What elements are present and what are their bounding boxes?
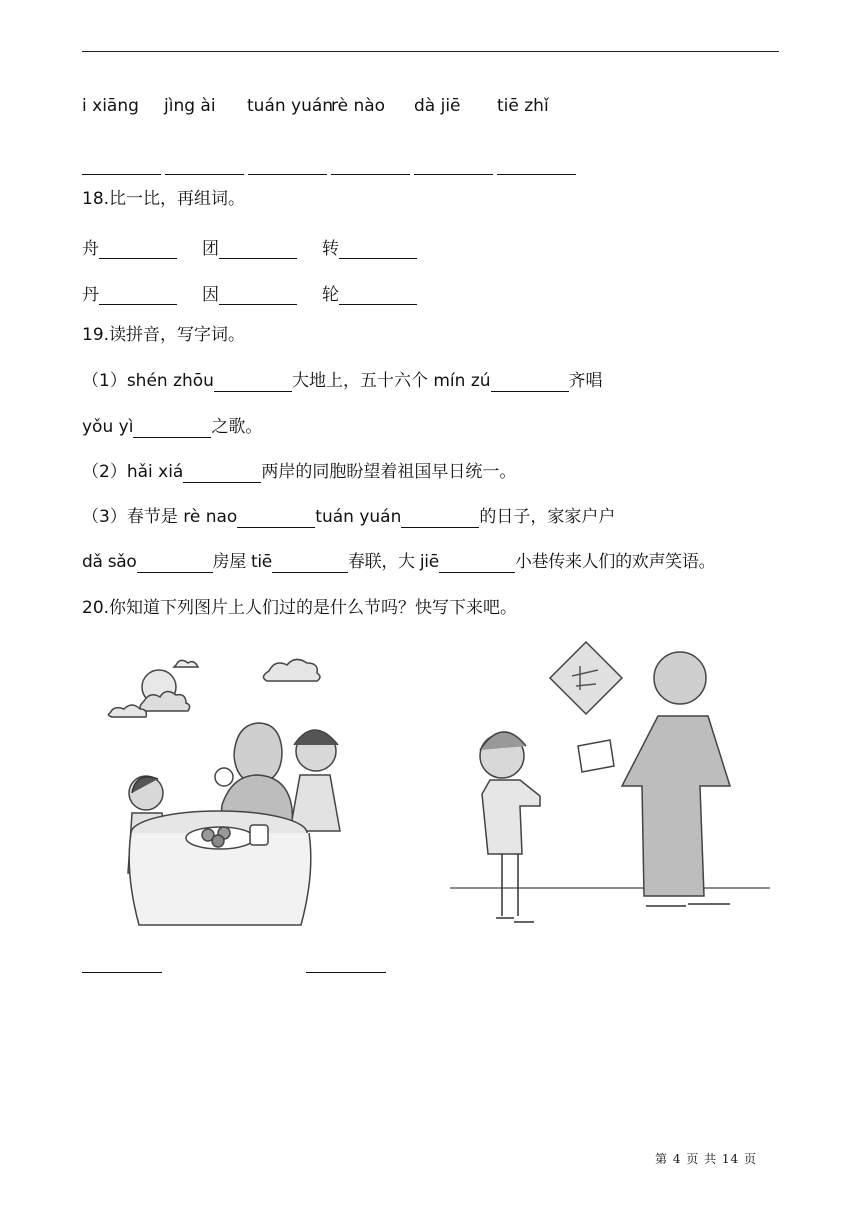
mid-autumn-illustration bbox=[104, 645, 360, 937]
pinyin-answer-blanks[interactable] bbox=[82, 160, 580, 179]
pinyin-6: tiē zhǐ bbox=[497, 96, 549, 116]
q18-item[interactable]: 轮 bbox=[322, 280, 417, 305]
q19-line-4: （3）春节是 rè nao tuán yuán 的日子，家家户户 bbox=[82, 507, 616, 527]
page-footer: 第 4 页 共 14 页 bbox=[655, 1152, 757, 1166]
q18-item[interactable]: 因 bbox=[202, 280, 297, 305]
q18-title: 18.比一比，再组词。 bbox=[82, 189, 246, 209]
q18-item[interactable]: 团 bbox=[202, 234, 297, 259]
pinyin-3: tuán yuán bbox=[247, 96, 334, 116]
pinyin-2: jìng ài bbox=[164, 96, 216, 116]
q20-answer-2[interactable] bbox=[306, 972, 386, 973]
pinyin-5: dà jiē bbox=[414, 96, 461, 116]
q20-answer-1[interactable] bbox=[82, 972, 162, 973]
q19-line-5: dǎ sǎo 房屋 tiē 春联，大 jiē 小巷传来人们的欢声笑语。 bbox=[82, 552, 716, 572]
pinyin-1: i xiāng bbox=[82, 96, 139, 116]
q19-line-3: （2）hǎi xiá 两岸的同胞盼望着祖国早日统一。 bbox=[82, 462, 517, 482]
q20-title: 20.你知道下列图片上人们过的是什么节吗？快写下来吧。 bbox=[82, 598, 518, 618]
q18-item[interactable]: 舟 bbox=[82, 234, 177, 259]
q19-title: 19.读拼音，写字词。 bbox=[82, 325, 246, 345]
q18-item[interactable]: 转 bbox=[322, 234, 417, 259]
header-rule bbox=[82, 51, 779, 52]
q19-line-1: （1）shén zhōu 大地上，五十六个 mín zú 齐唱 bbox=[82, 371, 603, 391]
spring-festival-illustration bbox=[448, 636, 772, 932]
q18-item[interactable]: 丹 bbox=[82, 280, 177, 305]
q19-line-2: yǒu yì 之歌。 bbox=[82, 417, 263, 437]
pinyin-4: rè nào bbox=[331, 96, 386, 116]
